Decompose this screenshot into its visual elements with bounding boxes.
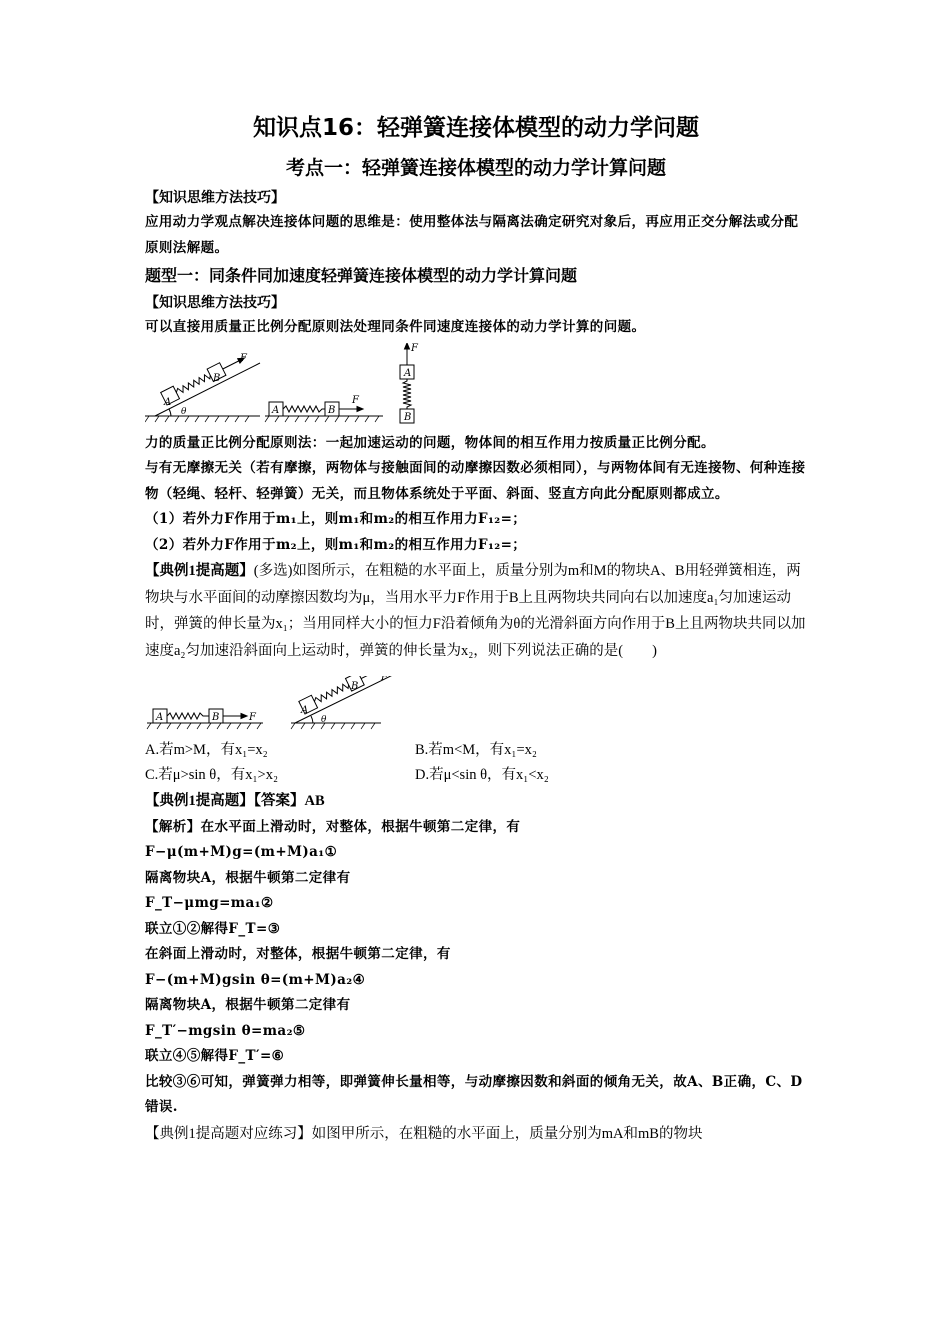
example-label-b-h: B bbox=[212, 712, 220, 723]
example-label-f-h: F bbox=[249, 712, 256, 723]
example-label-a-h: A bbox=[156, 712, 164, 723]
label-b-vertical: B bbox=[404, 411, 412, 423]
case-2: （2）若外力F作用于m₂上，则m₁和m₂的相互作用力F₁₂=； bbox=[145, 536, 527, 553]
option-d: D.若μ<sin θ，有x₁<x₂ bbox=[415, 767, 549, 783]
type-heading: 题型一：同条件同加速度轻弹簧连接体模型的动力学计算问题 bbox=[145, 266, 578, 285]
vertical-setup bbox=[400, 343, 414, 423]
page-title: 知识点16：轻弹簧连接体模型的动力学问题 bbox=[252, 115, 699, 141]
analysis-line-3: F_T−μmg=ma₁② bbox=[145, 895, 274, 911]
section-text: 应用动力学观点解决连接体问题的思维是：使用整体法与隔离法确定研究对象后，再应用正交分解法或分配原则法解题。 bbox=[145, 214, 799, 256]
label-b-incline: B bbox=[213, 372, 221, 384]
rule-paragraph-1: 力的质量正比例分配原则法：一起加速运动的问题，物体间的相互作用力按质量正比例分配。 bbox=[145, 434, 715, 451]
option-a: A.若m>M，有x₁=x₂ bbox=[145, 742, 268, 758]
example-label-b-i: B bbox=[351, 681, 359, 692]
analysis-line-5: 在斜面上滑动时，对整体，根据牛顿第二定律，有 bbox=[145, 946, 451, 962]
analysis-lead: 【解析】在水平面上滑动时，对整体，根据牛顿第二定律，有 bbox=[145, 818, 521, 835]
page-subtitle: 考点一：轻弹簧连接体模型的动力学计算问题 bbox=[285, 157, 666, 179]
analysis-line-2: 隔离物块A，根据牛顿第二定律有 bbox=[145, 869, 351, 886]
example-label-theta: θ bbox=[321, 715, 327, 725]
label-theta-incline: θ bbox=[181, 406, 187, 417]
options-grid bbox=[145, 738, 807, 788]
example-paragraph bbox=[145, 558, 807, 664]
option-b: B.若m<M，有x₁=x₂ bbox=[415, 742, 537, 758]
case-1: （1）若外力F作用于m₁上，则m₁和m₂的相互作用力F₁₂=； bbox=[145, 511, 527, 527]
label-a-incline: A bbox=[164, 396, 172, 408]
option-c: C.若μ>sin θ，有x₁>x₂ bbox=[145, 767, 279, 783]
figure-example bbox=[145, 676, 807, 734]
figure-spring-setups bbox=[145, 343, 807, 429]
example-horizontal-setup bbox=[147, 709, 263, 729]
label-f-horizontal: F bbox=[352, 394, 359, 406]
label-f-incline: F bbox=[240, 352, 247, 364]
spring-setups-diagram bbox=[145, 343, 807, 429]
document-page bbox=[145, 112, 807, 1147]
rule-paragraph-2: 与有无摩擦无关（若有摩擦，两物体与接触面间的动摩擦因数必须相同），与两物体间有无连接物、何种连接物（轻绳、轻杆、轻弹簧）无关，而且物体系统处于平面、斜面、竖直方向此分配原则都成立。 bbox=[145, 460, 806, 502]
example-label-a-i: A bbox=[301, 705, 309, 716]
example-diagram bbox=[145, 676, 807, 734]
analysis-line-6: F−(m+M)gsin θ=(m+M)a₂④ bbox=[145, 971, 366, 988]
analysis-line-10: 比较③⑥可知，弹簧弹力相等，即弹簧伸长量相等，与动摩擦因数和斜面的倾角无关，故A、B正确，C、D错误. bbox=[145, 1073, 803, 1115]
practice-line: 【典例1提高题对应练习】如图甲所示，在粗糙的水平面上，质量分别为mA和mB的物块 bbox=[145, 1125, 703, 1142]
horizontal-setup bbox=[265, 402, 383, 422]
analysis-line-1: F−μ(m+M)g=(m+M)a₁① bbox=[145, 844, 338, 860]
analysis-line-7: 隔离物块A，根据牛顿第二定律有 bbox=[145, 997, 351, 1013]
analysis-line-9: 联立④⑤解得F_T′=⑥ bbox=[145, 1048, 285, 1064]
label-f-vertical: F bbox=[411, 342, 418, 354]
analysis-line-8: F_T′−mgsin θ=ma₂⑤ bbox=[145, 1022, 306, 1039]
label-b-horizontal: B bbox=[328, 404, 336, 416]
type-tag: 【知识思维方法技巧】 bbox=[145, 295, 285, 311]
label-a-vertical: A bbox=[404, 367, 412, 379]
type-text: 可以直接用质量正比例分配原则法处理同条件同速度连接体的动力学计算的问题。 bbox=[145, 319, 646, 335]
answer-line: 【典例1提高题】【答案】AB bbox=[145, 793, 325, 809]
example-label: 【典例1提高题】 bbox=[145, 563, 254, 579]
example-text: (多选)如图所示，在粗糙的水平面上，质量分别为m和M的物块A、B用轻弹簧相连，两物块与水平面间的动摩擦因数均为μ，当用水平力F作用于B上且两物块共同向右以加速度a₁匀加速运动时，弹簧的伸长量为x₁；当用同样大小的恒力F沿着倾角为θ的光滑斜面方向作用于B上且两物块共同以加速度a₂匀加速沿斜面向上运动时，弹簧的伸长量为x₂，则下列说法正确的是( ) bbox=[145, 563, 806, 659]
example-label-f-i: F bbox=[381, 676, 388, 683]
section-tag: 【知识思维方法技巧】 bbox=[145, 190, 285, 206]
analysis-line-4: 联立①②解得F_T=③ bbox=[145, 920, 281, 937]
example-incline-setup bbox=[291, 676, 407, 729]
label-a-horizontal: A bbox=[272, 404, 280, 416]
